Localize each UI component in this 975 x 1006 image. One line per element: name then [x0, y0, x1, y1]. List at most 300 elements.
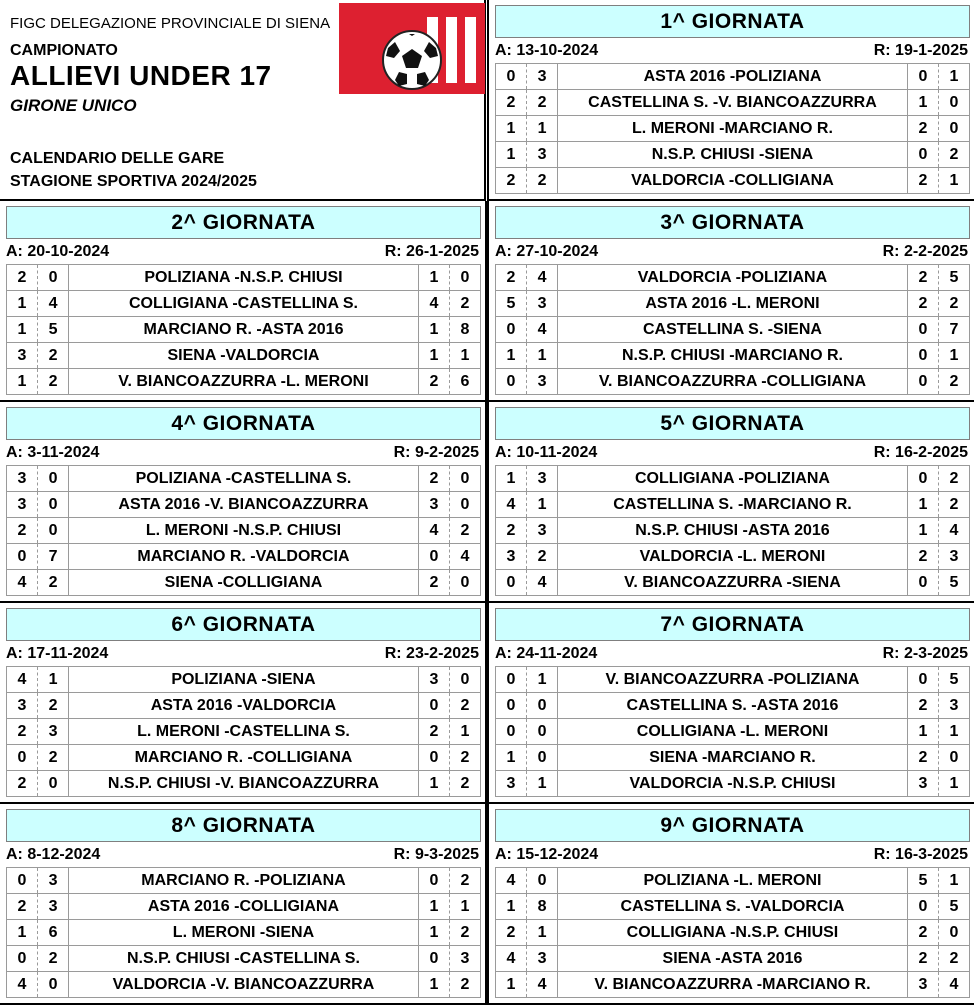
- andata-home-score: 3: [496, 771, 527, 797]
- andata-home-score: 3: [7, 693, 38, 719]
- federation-name: FIGC DELEGAZIONE PROVINCIALE DI SIENA: [10, 15, 331, 32]
- match-table: [6, 867, 481, 998]
- andata-away-score: 8: [527, 894, 558, 920]
- andata-away-score: 4: [527, 972, 558, 998]
- match-table: [6, 465, 481, 596]
- match-teams: POLIZIANA -N.S.P. CHIUSI: [69, 265, 419, 291]
- match-row: [496, 518, 970, 544]
- ritorno-away-score: 2: [449, 920, 480, 946]
- andata-away-score: 2: [38, 745, 69, 771]
- ritorno-away-score: 3: [449, 946, 480, 972]
- andata-home-score: 4: [7, 570, 38, 596]
- match-teams: MARCIANO R. -COLLIGIANA: [69, 745, 419, 771]
- ritorno-home-score: 1: [907, 492, 938, 518]
- ritorno-home-score: 0: [418, 544, 449, 570]
- match-teams: VALDORCIA -V. BIANCOAZZURRA: [69, 972, 419, 998]
- ritorno-away-score: 2: [449, 518, 480, 544]
- andata-away-score: 2: [527, 90, 558, 116]
- match-teams: CASTELLINA S. -SIENA: [558, 317, 908, 343]
- ritorno-date: R: 19-1-2025: [873, 42, 968, 59]
- match-teams: MARCIANO R. -VALDORCIA: [69, 544, 419, 570]
- andata-away-score: 2: [38, 343, 69, 369]
- match-row: [496, 868, 970, 894]
- andata-date: A: 13-10-2024: [495, 42, 599, 59]
- ritorno-date: R: 23-2-2025: [384, 645, 479, 662]
- andata-home-score: 1: [496, 343, 527, 369]
- match-row: [496, 745, 970, 771]
- giornata-title: 9^ GIORNATA: [495, 809, 970, 842]
- ritorno-away-score: 2: [449, 972, 480, 998]
- ritorno-home-score: 2: [907, 693, 938, 719]
- ritorno-away-score: 0: [449, 265, 480, 291]
- ritorno-away-score: 2: [449, 745, 480, 771]
- match-row: [496, 667, 970, 693]
- ritorno-away-score: 0: [449, 667, 480, 693]
- ritorno-home-score: 4: [418, 518, 449, 544]
- giornata-title: 2^ GIORNATA: [6, 206, 481, 239]
- figc-logo-icon: [339, 3, 485, 94]
- match-teams: V. BIANCOAZZURRA -COLLIGIANA: [558, 369, 908, 395]
- andata-away-score: 4: [38, 291, 69, 317]
- ritorno-away-score: 2: [938, 492, 969, 518]
- match-row: [496, 492, 970, 518]
- ritorno-home-score: 3: [418, 492, 449, 518]
- match-teams: CASTELLINA S. -MARCIANO R.: [558, 492, 908, 518]
- ritorno-home-score: 3: [418, 667, 449, 693]
- match-teams: CASTELLINA S. -V. BIANCOAZZURRA: [558, 90, 908, 116]
- andata-away-score: 3: [38, 868, 69, 894]
- ritorno-date: R: 9-3-2025: [393, 846, 479, 863]
- match-row: [496, 64, 970, 90]
- match-row: [496, 265, 970, 291]
- andata-date: A: 20-10-2024: [6, 243, 110, 260]
- andata-home-score: 0: [7, 868, 38, 894]
- match-row: [7, 972, 481, 998]
- match-teams: COLLIGIANA -POLIZIANA: [558, 466, 908, 492]
- andata-home-score: 0: [7, 946, 38, 972]
- match-teams: COLLIGIANA -N.S.P. CHIUSI: [558, 920, 908, 946]
- ritorno-date: R: 16-3-2025: [873, 846, 968, 863]
- giornata-panel: [0, 402, 487, 603]
- match-table: [495, 867, 970, 998]
- match-row: [7, 868, 481, 894]
- match-row: [496, 544, 970, 570]
- ritorno-date: R: 2-2-2025: [882, 243, 968, 260]
- match-teams: N.S.P. CHIUSI -SIENA: [558, 142, 908, 168]
- ritorno-home-score: 0: [418, 946, 449, 972]
- match-row: [496, 693, 970, 719]
- giornata-panel: [487, 0, 974, 201]
- ritorno-home-score: 1: [907, 719, 938, 745]
- ritorno-home-score: 0: [907, 369, 938, 395]
- andata-home-score: 0: [7, 745, 38, 771]
- match-row: [7, 291, 481, 317]
- ritorno-home-score: 2: [418, 719, 449, 745]
- giornata-dates: [6, 845, 479, 864]
- ritorno-away-score: 2: [449, 868, 480, 894]
- ritorno-home-score: 1: [418, 771, 449, 797]
- ritorno-home-score: 0: [907, 667, 938, 693]
- andata-away-score: 4: [527, 265, 558, 291]
- match-table: [495, 465, 970, 596]
- ritorno-away-score: 5: [938, 667, 969, 693]
- andata-home-score: 3: [7, 466, 38, 492]
- ritorno-home-score: 5: [907, 868, 938, 894]
- ritorno-date: R: 26-1-2025: [384, 243, 479, 260]
- andata-away-score: 4: [527, 570, 558, 596]
- match-teams: MARCIANO R. -POLIZIANA: [69, 868, 419, 894]
- match-row: [496, 466, 970, 492]
- ritorno-away-score: 2: [449, 771, 480, 797]
- ritorno-home-score: 2: [907, 265, 938, 291]
- andata-away-score: 3: [38, 894, 69, 920]
- ritorno-home-score: 0: [907, 317, 938, 343]
- andata-away-score: 2: [527, 168, 558, 194]
- andata-home-score: 0: [496, 317, 527, 343]
- andata-away-score: 3: [527, 64, 558, 90]
- andata-home-score: 3: [7, 343, 38, 369]
- match-teams: V. BIANCOAZZURRA -POLIZIANA: [558, 667, 908, 693]
- andata-home-score: 1: [7, 317, 38, 343]
- match-teams: SIENA -COLLIGIANA: [69, 570, 419, 596]
- match-row: [7, 667, 481, 693]
- andata-away-score: 0: [38, 518, 69, 544]
- andata-home-score: 3: [496, 544, 527, 570]
- ritorno-away-score: 0: [938, 745, 969, 771]
- match-row: [496, 894, 970, 920]
- andata-home-score: 1: [496, 116, 527, 142]
- andata-away-score: 2: [38, 693, 69, 719]
- giornata-title: 1^ GIORNATA: [495, 5, 970, 38]
- match-row: [7, 693, 481, 719]
- match-table: [495, 63, 970, 194]
- ritorno-away-score: 0: [449, 492, 480, 518]
- match-teams: L. MERONI -SIENA: [69, 920, 419, 946]
- match-row: [7, 771, 481, 797]
- ritorno-home-score: 2: [418, 466, 449, 492]
- match-teams: N.S.P. CHIUSI -MARCIANO R.: [558, 343, 908, 369]
- andata-away-score: 2: [38, 946, 69, 972]
- andata-home-score: 0: [496, 693, 527, 719]
- andata-home-score: 1: [496, 745, 527, 771]
- andata-home-score: 2: [496, 518, 527, 544]
- match-row: [7, 369, 481, 395]
- ritorno-date: R: 16-2-2025: [873, 444, 968, 461]
- andata-home-score: 1: [496, 466, 527, 492]
- giornata-panel: [487, 603, 974, 804]
- ritorno-away-score: 1: [938, 343, 969, 369]
- giornata-dates: [495, 845, 968, 864]
- andata-home-score: 3: [7, 492, 38, 518]
- ritorno-away-score: 1: [449, 719, 480, 745]
- andata-home-score: 2: [496, 265, 527, 291]
- match-table: [6, 264, 481, 395]
- match-row: [7, 946, 481, 972]
- ritorno-home-score: 0: [907, 894, 938, 920]
- match-row: [496, 369, 970, 395]
- ritorno-home-score: 0: [418, 868, 449, 894]
- giornata-dates: [6, 443, 479, 462]
- ritorno-home-score: 2: [907, 745, 938, 771]
- andata-away-score: 0: [527, 868, 558, 894]
- andata-date: A: 10-11-2024: [495, 444, 598, 461]
- ritorno-away-score: 4: [449, 544, 480, 570]
- andata-home-score: 0: [496, 369, 527, 395]
- andata-home-score: 4: [496, 946, 527, 972]
- ritorno-away-score: 1: [938, 771, 969, 797]
- giornata-title: 7^ GIORNATA: [495, 608, 970, 641]
- campionato-label: CAMPIONATO: [10, 42, 118, 59]
- match-row: [496, 317, 970, 343]
- andata-away-score: 3: [527, 466, 558, 492]
- match-row: [496, 972, 970, 998]
- andata-home-score: 2: [496, 90, 527, 116]
- ritorno-away-score: 2: [938, 946, 969, 972]
- andata-away-score: 1: [527, 116, 558, 142]
- giornata-dates: [495, 242, 968, 261]
- andata-home-score: 1: [7, 920, 38, 946]
- calendar-label: CALENDARIO DELLE GARE: [10, 150, 225, 167]
- giornata-panel: [487, 804, 974, 1005]
- match-table: [495, 666, 970, 797]
- andata-away-score: 1: [38, 667, 69, 693]
- andata-home-score: 2: [7, 894, 38, 920]
- match-table: [495, 264, 970, 395]
- match-row: [7, 920, 481, 946]
- ritorno-home-score: 4: [418, 291, 449, 317]
- ritorno-away-score: 5: [938, 570, 969, 596]
- andata-home-score: 0: [496, 64, 527, 90]
- andata-home-score: 1: [7, 291, 38, 317]
- ritorno-home-score: 0: [907, 570, 938, 596]
- andata-home-score: 4: [496, 868, 527, 894]
- match-teams: VALDORCIA -L. MERONI: [558, 544, 908, 570]
- ritorno-home-score: 1: [907, 90, 938, 116]
- ritorno-away-score: 0: [938, 116, 969, 142]
- ritorno-away-score: 2: [938, 142, 969, 168]
- andata-home-score: 2: [7, 265, 38, 291]
- andata-home-score: 0: [496, 667, 527, 693]
- match-row: [7, 544, 481, 570]
- ritorno-away-score: 1: [938, 64, 969, 90]
- giornata-title: 8^ GIORNATA: [6, 809, 481, 842]
- match-row: [496, 90, 970, 116]
- andata-away-score: 1: [527, 920, 558, 946]
- giornata-panel: [0, 804, 487, 1005]
- ritorno-away-score: 1: [449, 894, 480, 920]
- match-row: [7, 894, 481, 920]
- giornata-dates: [495, 644, 968, 663]
- andata-away-score: 1: [527, 343, 558, 369]
- andata-away-score: 0: [38, 492, 69, 518]
- match-teams: ASTA 2016 -V. BIANCOAZZURRA: [69, 492, 419, 518]
- ritorno-home-score: 1: [418, 972, 449, 998]
- andata-away-score: 1: [527, 771, 558, 797]
- andata-away-score: 0: [527, 719, 558, 745]
- ritorno-away-score: 7: [938, 317, 969, 343]
- ritorno-home-score: 1: [418, 265, 449, 291]
- giornata-panel: [0, 201, 487, 402]
- ritorno-away-score: 2: [938, 369, 969, 395]
- match-teams: SIENA -VALDORCIA: [69, 343, 419, 369]
- ritorno-home-score: 2: [907, 920, 938, 946]
- andata-home-score: 0: [496, 719, 527, 745]
- andata-date: A: 17-11-2024: [6, 645, 109, 662]
- andata-home-score: 4: [7, 972, 38, 998]
- document-header: [0, 0, 486, 201]
- giornata-panel: [487, 201, 974, 402]
- andata-date: A: 24-11-2024: [495, 645, 598, 662]
- match-teams: CASTELLINA S. -VALDORCIA: [558, 894, 908, 920]
- ritorno-home-score: 3: [907, 972, 938, 998]
- match-row: [496, 343, 970, 369]
- andata-home-score: 2: [496, 168, 527, 194]
- ritorno-home-score: 0: [418, 745, 449, 771]
- andata-away-score: 4: [527, 317, 558, 343]
- championship-title: ALLIEVI UNDER 17: [10, 60, 272, 91]
- ritorno-away-score: 8: [449, 317, 480, 343]
- ritorno-away-score: 3: [938, 693, 969, 719]
- match-teams: V. BIANCOAZZURRA -SIENA: [558, 570, 908, 596]
- match-row: [7, 466, 481, 492]
- andata-away-score: 3: [38, 719, 69, 745]
- ritorno-home-score: 1: [418, 894, 449, 920]
- ritorno-away-score: 0: [449, 570, 480, 596]
- andata-away-score: 3: [527, 142, 558, 168]
- andata-home-score: 0: [496, 570, 527, 596]
- ritorno-home-score: 0: [907, 466, 938, 492]
- andata-date: A: 3-11-2024: [6, 444, 100, 461]
- match-teams: ASTA 2016 -COLLIGIANA: [69, 894, 419, 920]
- ritorno-home-score: 1: [907, 518, 938, 544]
- match-teams: ASTA 2016 -L. MERONI: [558, 291, 908, 317]
- andata-home-score: 1: [496, 972, 527, 998]
- ritorno-home-score: 0: [907, 343, 938, 369]
- andata-away-score: 3: [527, 369, 558, 395]
- girone-label: GIRONE UNICO: [10, 96, 137, 115]
- match-row: [496, 771, 970, 797]
- match-teams: ASTA 2016 -VALDORCIA: [69, 693, 419, 719]
- andata-home-score: 1: [496, 894, 527, 920]
- match-teams: L. MERONI -CASTELLINA S.: [69, 719, 419, 745]
- andata-date: A: 15-12-2024: [495, 846, 599, 863]
- ritorno-away-score: 2: [938, 466, 969, 492]
- andata-home-score: 4: [7, 667, 38, 693]
- match-teams: SIENA -MARCIANO R.: [558, 745, 908, 771]
- match-teams: SIENA -ASTA 2016: [558, 946, 908, 972]
- match-row: [7, 570, 481, 596]
- andata-away-score: 3: [527, 291, 558, 317]
- andata-away-score: 0: [527, 745, 558, 771]
- andata-away-score: 0: [527, 693, 558, 719]
- andata-away-score: 2: [38, 369, 69, 395]
- match-teams: L. MERONI -N.S.P. CHIUSI: [69, 518, 419, 544]
- ritorno-away-score: 1: [938, 168, 969, 194]
- ritorno-away-score: 3: [938, 544, 969, 570]
- ritorno-away-score: 2: [449, 291, 480, 317]
- andata-away-score: 0: [38, 972, 69, 998]
- giornata-dates: [495, 41, 968, 60]
- andata-home-score: 2: [7, 518, 38, 544]
- andata-away-score: 7: [38, 544, 69, 570]
- match-row: [496, 570, 970, 596]
- match-teams: N.S.P. CHIUSI -V. BIANCOAZZURRA: [69, 771, 419, 797]
- ritorno-home-score: 0: [907, 64, 938, 90]
- ritorno-away-score: 0: [449, 466, 480, 492]
- andata-home-score: 2: [7, 719, 38, 745]
- ritorno-home-score: 3: [907, 771, 938, 797]
- giornata-title: 4^ GIORNATA: [6, 407, 481, 440]
- andata-away-score: 2: [38, 570, 69, 596]
- ritorno-home-score: 0: [907, 142, 938, 168]
- andata-home-score: 4: [496, 492, 527, 518]
- match-row: [496, 142, 970, 168]
- match-teams: POLIZIANA -CASTELLINA S.: [69, 466, 419, 492]
- match-teams: POLIZIANA -SIENA: [69, 667, 419, 693]
- ritorno-away-score: 6: [449, 369, 480, 395]
- andata-home-score: 1: [496, 142, 527, 168]
- match-row: [7, 343, 481, 369]
- giornata-dates: [495, 443, 968, 462]
- match-row: [7, 518, 481, 544]
- match-row: [7, 317, 481, 343]
- match-row: [496, 946, 970, 972]
- andata-away-score: 1: [527, 492, 558, 518]
- ritorno-away-score: 1: [938, 719, 969, 745]
- ritorno-home-score: 2: [907, 946, 938, 972]
- match-teams: V. BIANCOAZZURRA -MARCIANO R.: [558, 972, 908, 998]
- andata-date: A: 8-12-2024: [6, 846, 101, 863]
- match-teams: COLLIGIANA -L. MERONI: [558, 719, 908, 745]
- ritorno-home-score: 2: [418, 369, 449, 395]
- ritorno-date: R: 2-3-2025: [882, 645, 968, 662]
- andata-home-score: 1: [7, 369, 38, 395]
- andata-away-score: 2: [527, 544, 558, 570]
- ritorno-home-score: 1: [418, 343, 449, 369]
- giornata-panel: [487, 402, 974, 603]
- ritorno-away-score: 1: [449, 343, 480, 369]
- andata-home-score: 5: [496, 291, 527, 317]
- andata-home-score: 2: [7, 771, 38, 797]
- andata-home-score: 2: [496, 920, 527, 946]
- ritorno-home-score: 0: [418, 693, 449, 719]
- andata-date: A: 27-10-2024: [495, 243, 599, 260]
- match-teams: N.S.P. CHIUSI -CASTELLINA S.: [69, 946, 419, 972]
- ritorno-away-score: 1: [938, 868, 969, 894]
- andata-away-score: 0: [38, 265, 69, 291]
- match-row: [496, 719, 970, 745]
- giornata-dates: [6, 242, 479, 261]
- match-row: [496, 291, 970, 317]
- match-teams: ASTA 2016 -POLIZIANA: [558, 64, 908, 90]
- ritorno-home-score: 2: [907, 168, 938, 194]
- match-teams: V. BIANCOAZZURRA -L. MERONI: [69, 369, 419, 395]
- match-teams: POLIZIANA -L. MERONI: [558, 868, 908, 894]
- match-row: [7, 745, 481, 771]
- match-row: [7, 492, 481, 518]
- match-row: [7, 265, 481, 291]
- ritorno-away-score: 4: [938, 518, 969, 544]
- andata-away-score: 6: [38, 920, 69, 946]
- ritorno-away-score: 5: [938, 265, 969, 291]
- giornata-title: 3^ GIORNATA: [495, 206, 970, 239]
- match-teams: N.S.P. CHIUSI -ASTA 2016: [558, 518, 908, 544]
- match-teams: VALDORCIA -POLIZIANA: [558, 265, 908, 291]
- ritorno-away-score: 4: [938, 972, 969, 998]
- match-row: [7, 719, 481, 745]
- ritorno-home-score: 2: [907, 544, 938, 570]
- match-teams: COLLIGIANA -CASTELLINA S.: [69, 291, 419, 317]
